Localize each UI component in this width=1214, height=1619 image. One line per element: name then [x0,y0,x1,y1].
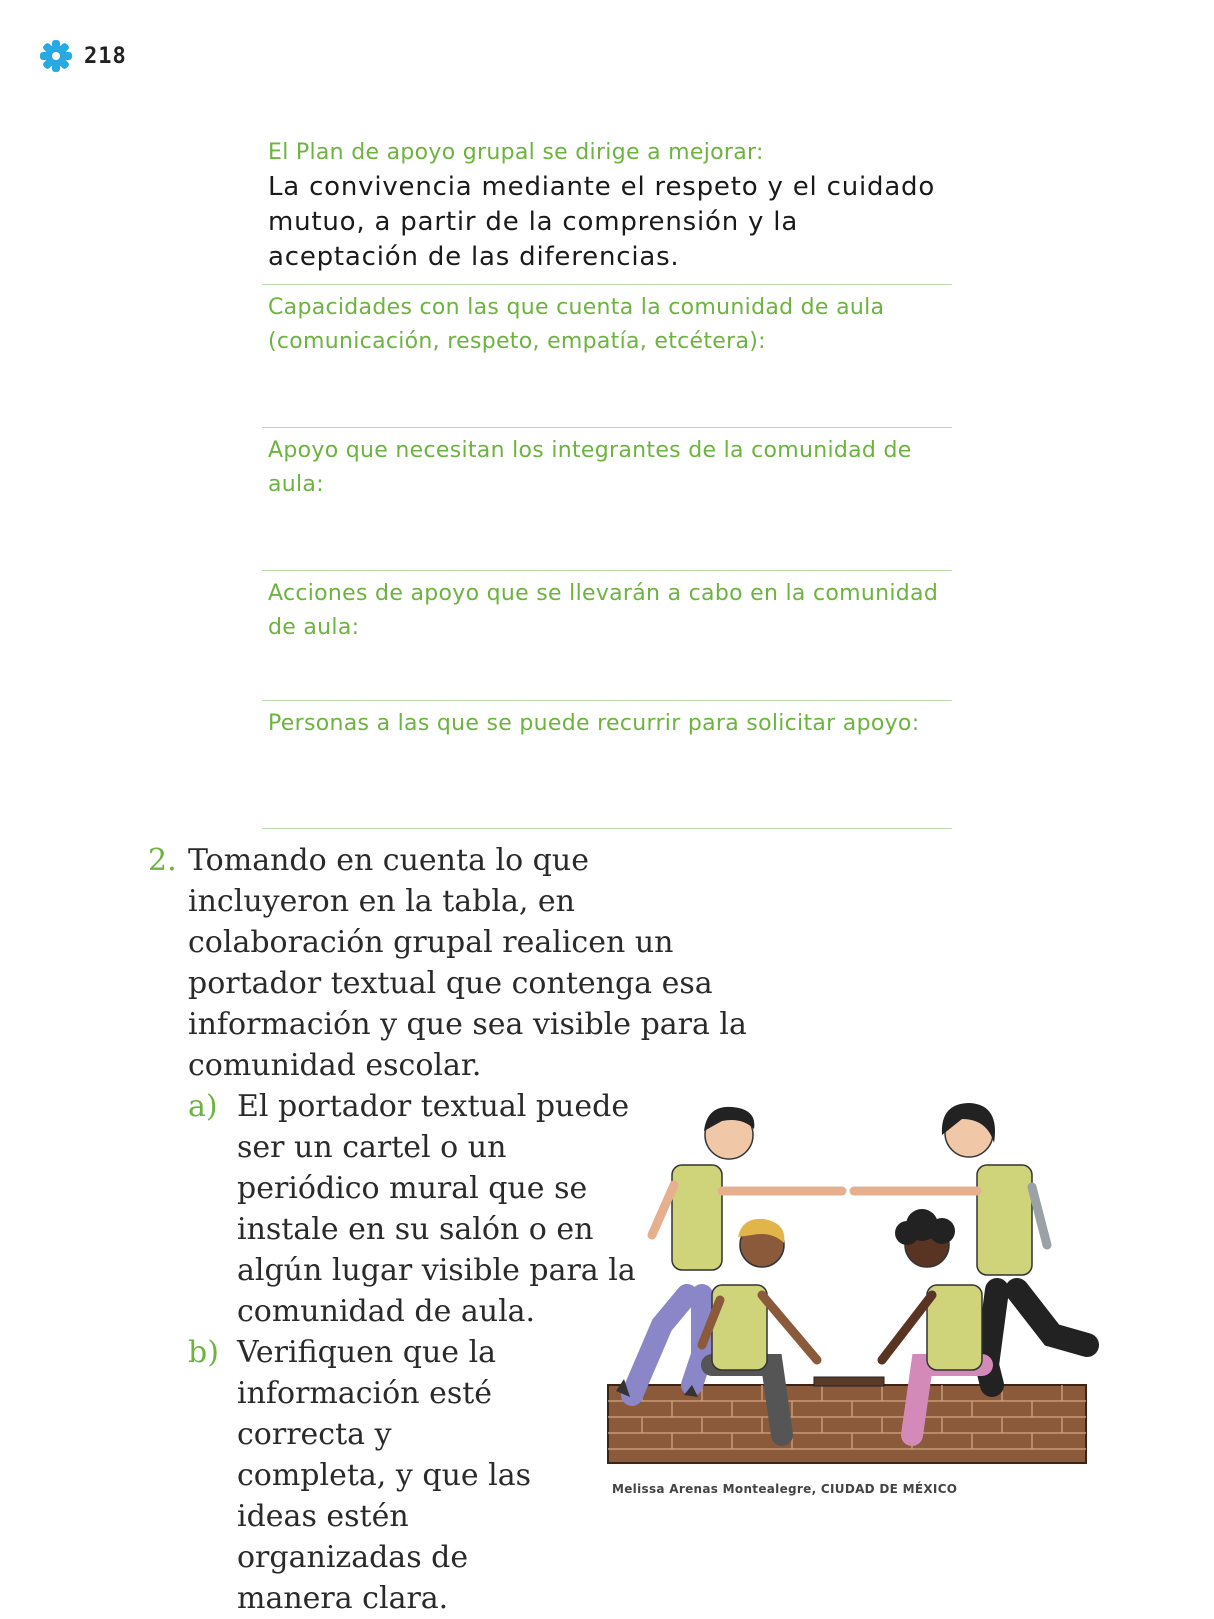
chess-board [814,1377,884,1386]
snowflake-logo-icon [38,38,74,74]
children-illustration [592,1095,1112,1477]
page-header [38,38,127,74]
page-number: 218 [84,43,127,69]
field-answer[interactable]: La convivencia mediante el respeto y el cuidado mutuo, a partir de la comprensión y la aceptación de las diferencias. [268,172,936,272]
instruction-item-2 [148,840,768,1086]
field-plan-goal [262,130,952,285]
field-support-needed[interactable] [262,428,952,571]
field-label: El Plan de apoyo grupal se dirige a mejorar: [268,140,764,165]
sub-item-text: Verifiquen que la información esté correcta y completa, y que las ideas estén organizadas de manera clara. [237,1335,532,1616]
sub-item-text: El portador textual puede ser un cartel o un periódico mural que se instale en su salón o en algún lugar visible para la comunidad de aula. [237,1089,636,1329]
field-support-people[interactable] [262,701,952,829]
field-capacities[interactable] [262,285,952,428]
field-label: Capacidades con las que cuenta la comunidad de aula (comunicación, respeto, empatía, etcétera): [268,295,885,354]
support-plan-table [262,130,952,829]
field-label: Personas a las que se puede recurrir para solicitar apoyo: [268,711,920,736]
sub-item-letter: b) [188,1335,219,1370]
field-label: Acciones de apoyo que se llevarán a cabo en la comunidad de aula: [268,581,939,640]
brick-wall [608,1385,1086,1463]
field-label: Apoyo que necesitan los integrantes de la comunidad de aula: [268,438,912,497]
illustration-credit: Melissa Arenas Montealegre, CIUDAD DE MÉXICO [612,1482,958,1496]
field-support-actions[interactable] [262,571,952,701]
item-number: 2. [148,843,177,878]
sub-item-letter: a) [188,1089,218,1124]
item-text: Tomando en cuenta lo que incluyeron en la tabla, en colaboración grupal realicen un portador textual que contenga esa información y que sea visible para la comunidad escolar. [188,843,747,1083]
